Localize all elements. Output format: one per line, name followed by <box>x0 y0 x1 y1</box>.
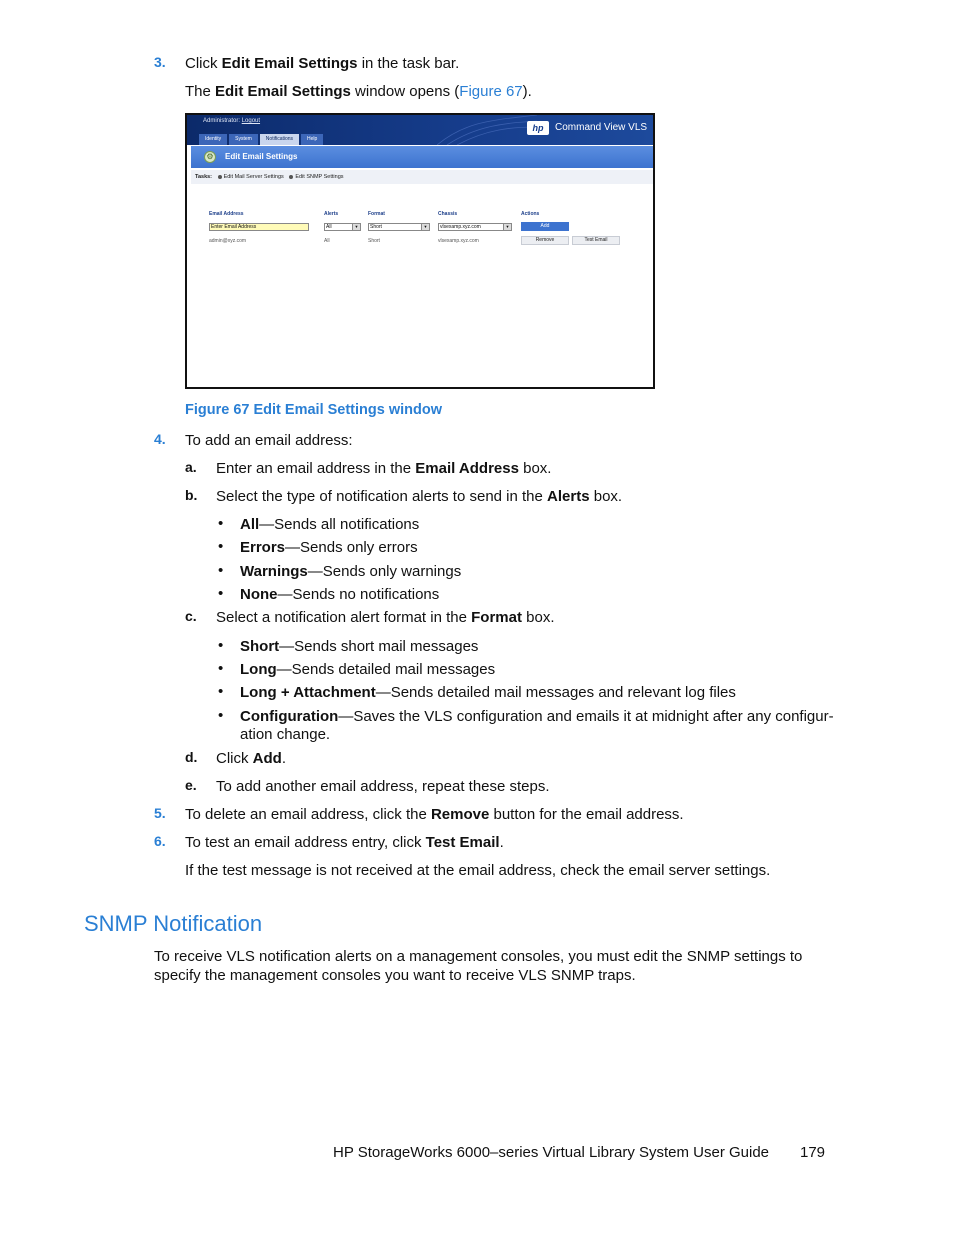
alert-option-desc: —Sends only errors <box>285 539 418 556</box>
col-actions: Actions <box>521 211 540 217</box>
step-number-4: 4. <box>154 431 166 447</box>
hp-logo: hp <box>527 121 549 135</box>
tasks-label: Tasks: <box>195 174 213 180</box>
step-6-text <box>185 833 504 852</box>
step-6-post: . <box>499 834 504 851</box>
tab-notifications[interactable]: Notifications <box>260 134 299 145</box>
alert-option-name: All <box>240 516 260 533</box>
row-alerts: All <box>324 238 330 244</box>
section-para-line2: specify the management consoles you want to receive VLS SNMP traps. <box>154 967 636 984</box>
substep-e-label: e. <box>185 777 197 793</box>
alert-option-desc: —Sends only warnings <box>307 563 462 580</box>
substep-c-post: box. <box>521 609 555 626</box>
bullet-icon: • <box>218 637 224 654</box>
step-6-pre: To test an email address entry, click <box>185 834 426 851</box>
alert-option-desc: —Sends all notifications <box>259 516 420 533</box>
step-number-6: 6. <box>154 833 166 849</box>
admin-status <box>203 118 260 124</box>
step-3-line2-pre: The <box>185 83 216 100</box>
substep-a-text <box>216 459 551 478</box>
step-6-bold: Test Email <box>425 834 500 851</box>
chassis-select[interactable]: vlsexamp.xyz.com ▼ <box>438 223 512 231</box>
format-option-desc: —Sends detailed mail messages and relevant log files <box>375 684 736 701</box>
row-chassis: vlsexamp.xyz.com <box>438 238 479 244</box>
format-option-configuration <box>240 707 834 726</box>
substep-c-pre: Select a notification alert format in the <box>216 609 472 626</box>
step-3-post: in the task bar. <box>357 55 460 72</box>
format-option-name: Short <box>240 638 280 655</box>
window-title: Edit Email Settings <box>225 152 298 161</box>
alert-option-name: None <box>240 586 278 603</box>
substep-e-text: To add another email address, repeat these steps. <box>216 778 550 795</box>
format-select[interactable]: Short ▼ <box>368 223 430 231</box>
format-option-desc: —Sends short mail messages <box>279 638 479 655</box>
bullet-icon <box>289 175 293 179</box>
step-3-bold: Edit Email Settings <box>221 55 358 72</box>
product-brand: Command View VLS <box>555 122 648 133</box>
alert-option-errors <box>240 538 418 557</box>
substep-a-post: box. <box>518 460 552 477</box>
step-6-note: If the test message is not received at the email address, check the email server settings. <box>185 862 771 879</box>
test-email-button[interactable]: Test Email <box>572 236 620 245</box>
step-3-pre: Click <box>185 55 222 72</box>
alerts-select[interactable]: All ▼ <box>324 223 361 231</box>
tab-help[interactable]: Help <box>301 134 323 145</box>
col-chassis: Chassis <box>438 211 458 217</box>
substep-b-bold: Alerts <box>547 488 590 505</box>
substep-d-label: d. <box>185 749 198 765</box>
step-3-text <box>185 54 459 73</box>
figure-caption: Figure 67 Edit Email Settings window <box>185 402 443 418</box>
substep-c-bold: Format <box>471 609 522 626</box>
step-3-line2-post: ). <box>522 83 532 100</box>
alert-option-desc: —Sends no notifications <box>277 586 440 603</box>
admin-label: Administrator: <box>203 118 242 124</box>
footer-title: HP StorageWorks 6000–series Virtual Library System User Guide <box>333 1144 770 1161</box>
alert-option-name: Warnings <box>240 563 308 580</box>
substep-d-pre: Click <box>216 750 253 767</box>
substep-d-post: . <box>281 750 287 767</box>
step-5-post: button for the email address. <box>489 806 684 823</box>
substep-a-label: a. <box>185 459 197 475</box>
tab-identity[interactable]: Identity <box>199 134 227 145</box>
email-address-input[interactable]: Enter Email Address <box>209 223 309 231</box>
step-number-5: 5. <box>154 805 166 821</box>
top-banner <box>187 115 653 145</box>
settings-gear-icon: ⚙ <box>204 151 216 163</box>
banner-swirl-decoration <box>437 115 537 145</box>
substep-d-text <box>216 749 286 768</box>
substep-b-label: b. <box>185 487 198 503</box>
format-option-short <box>240 637 478 656</box>
step-3-line2 <box>185 82 532 101</box>
bullet-icon: • <box>218 538 224 555</box>
substep-a-pre: Enter an email address in the <box>216 460 416 477</box>
format-option-long <box>240 660 495 679</box>
figure-67-link[interactable]: Figure 67 <box>459 83 523 100</box>
substep-c-label: c. <box>185 608 197 624</box>
task-bar <box>191 170 653 184</box>
substep-c-text <box>216 608 555 627</box>
bullet-icon: • <box>218 660 224 677</box>
format-option-desc: —Saves the VLS configuration and emails it at midnight after any configur- <box>338 708 834 725</box>
format-option-configuration-cont: ation change. <box>240 726 331 743</box>
col-alerts: Alerts <box>324 211 339 217</box>
col-format: Format <box>368 211 385 217</box>
format-option-name: Configuration <box>240 708 339 725</box>
logout-link[interactable]: Logout <box>241 118 261 124</box>
remove-button[interactable]: Remove <box>521 236 569 245</box>
window-titlebar <box>191 146 653 168</box>
substep-b-post: box. <box>589 488 623 505</box>
section-para-line1: To receive VLS notification alerts on a management consoles, you must edit the SNMP settings to <box>154 948 803 965</box>
step-3-line2-mid: window opens ( <box>350 83 460 100</box>
bullet-icon <box>218 175 222 179</box>
tab-system[interactable]: System <box>229 134 258 145</box>
substep-b-pre: Select the type of notification alerts to send in the <box>216 488 548 505</box>
step-number-3: 3. <box>154 54 166 70</box>
step-3-line2-bold: Edit Email Settings <box>215 83 351 100</box>
alert-option-warnings <box>240 562 461 581</box>
section-heading: SNMP Notification <box>84 911 263 936</box>
substep-b-text <box>216 487 622 506</box>
substep-d-bold: Add <box>252 750 282 767</box>
bullet-icon: • <box>218 683 224 700</box>
step-4-text: To add an email address: <box>185 432 353 449</box>
bullet-icon: • <box>218 562 224 579</box>
alert-option-all <box>240 515 419 534</box>
row-email: admin@xyz.com <box>209 238 247 244</box>
format-option-desc: —Sends detailed mail messages <box>276 661 496 678</box>
edit-email-settings-screenshot <box>185 113 655 389</box>
task-edit-mail-server-settings[interactable]: Edit Mail Server Settings <box>223 174 284 180</box>
bullet-icon: • <box>218 585 224 602</box>
format-option-name: Long <box>240 661 277 678</box>
task-edit-snmp-settings[interactable]: Edit SNMP Settings <box>295 174 344 180</box>
page-number: 179 <box>800 1144 826 1161</box>
alert-option-name: Errors <box>240 539 286 556</box>
format-option-long-attachment <box>240 683 736 702</box>
substep-a-bold: Email Address <box>415 460 519 477</box>
nav-tabs <box>199 134 323 145</box>
step-5-text <box>185 805 684 824</box>
bullet-icon: • <box>218 515 224 532</box>
row-format: Short <box>368 238 380 244</box>
step-5-bold: Remove <box>430 806 490 823</box>
bullet-icon: • <box>218 707 224 724</box>
step-5-pre: To delete an email address, click the <box>185 806 431 823</box>
add-button[interactable]: Add <box>521 222 569 231</box>
col-email-address: Email Address <box>209 211 244 217</box>
alert-option-none <box>240 585 439 604</box>
format-option-name: Long + Attachment <box>240 684 376 701</box>
